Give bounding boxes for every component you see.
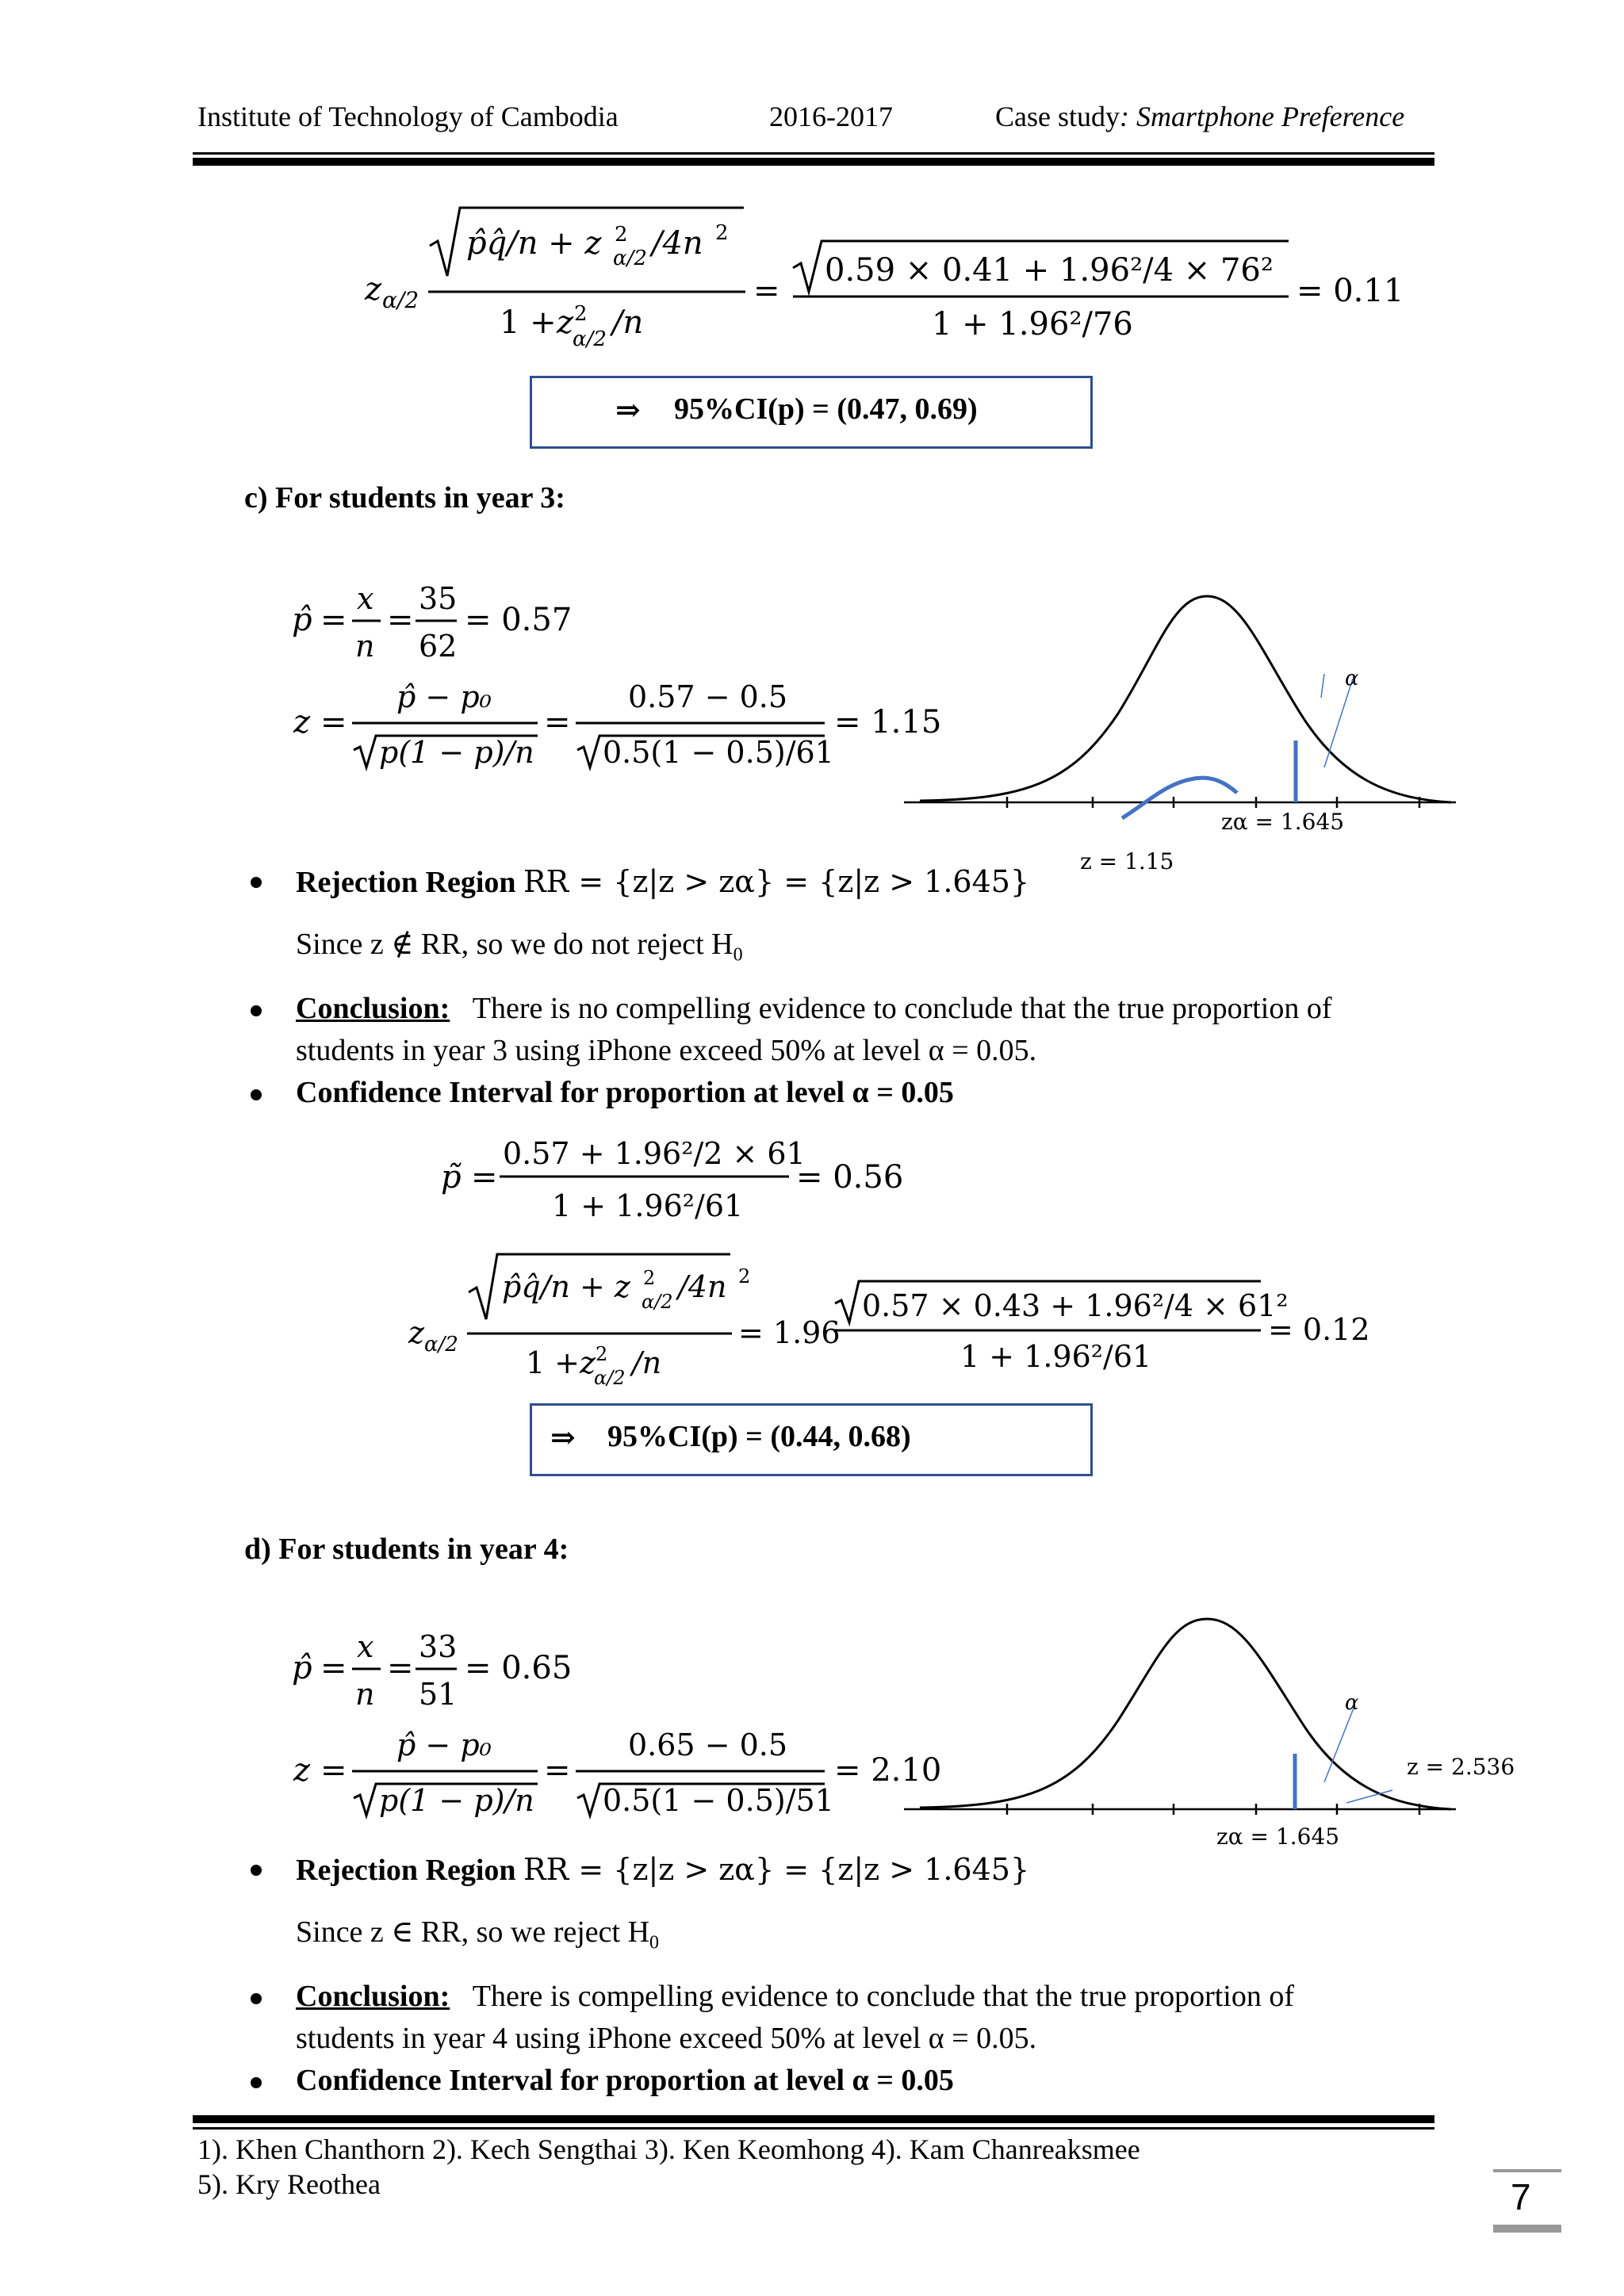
header-rule-thin xyxy=(193,152,1434,155)
za-label-d: zα = 1.645 xyxy=(1216,1823,1340,1850)
z-c-denominator: 0.5(1 − 0.5)/61 xyxy=(603,735,834,770)
phat-d-denominator: 51 xyxy=(419,1677,458,1712)
section-b-margin-formula xyxy=(349,190,1427,357)
svg-text:z: z xyxy=(293,1752,311,1789)
svg-text:/4n: /4n xyxy=(678,1269,727,1304)
svg-text:1 +: 1 + xyxy=(526,1345,580,1380)
svg-text:2: 2 xyxy=(643,1267,656,1289)
z-c-numerator: 0.57 − 0.5 xyxy=(628,679,788,714)
margin-c-result: = 0.12 xyxy=(1268,1312,1370,1347)
conclusion-c-text1: There is no compelling evidence to conclude that the true proportion of xyxy=(472,992,1332,1025)
za-label-c: zα = 1.645 xyxy=(1221,809,1345,835)
rr-d-formula: RR = {z|z > zα} = {z|z > 1.645} xyxy=(523,1852,1030,1887)
since-c-sub: 0 xyxy=(733,944,743,966)
normal-curve-d xyxy=(920,1619,1451,1809)
since-d-sub: 0 xyxy=(649,1932,660,1954)
page-number-rule-bottom xyxy=(1493,2225,1561,2233)
test-stat-arrow-c xyxy=(1122,778,1237,818)
section-d-heading: d) For students in year 4: xyxy=(244,1533,569,1566)
svg-text:z: z xyxy=(408,1315,425,1350)
section-b-margin-result: = 0.11 xyxy=(1297,273,1404,309)
bullet-rr-c xyxy=(251,877,262,888)
ci-heading-d: Confidence Interval for proportion at level α = 0.05 xyxy=(296,2064,954,2097)
ci-box-c-label: 95%CI(p) = (0.44, 0.68) xyxy=(607,1420,911,1453)
z-d-numerator: 0.65 − 0.5 xyxy=(628,1728,788,1762)
svg-text:z: z xyxy=(365,271,382,308)
z-c-result: = 1.15 xyxy=(834,704,942,740)
conclusion-d-text1: There is compelling evidence to conclude that the true proportion of xyxy=(472,1980,1294,2013)
header-case-prefix: Case study xyxy=(995,101,1120,132)
bullet-ci-c xyxy=(251,1089,262,1100)
svg-text:x: x xyxy=(357,581,374,616)
section-d-phat-formula xyxy=(285,1619,619,1714)
section-c-phat-formula xyxy=(285,571,619,666)
phat-c-result: = 0.57 xyxy=(465,602,573,638)
z-label-d: z = 2.536 xyxy=(1407,1754,1515,1780)
rr-d-label: Rejection Region xyxy=(296,1854,516,1887)
svg-text:p̂q̂/n + z: p̂q̂/n + z xyxy=(502,1269,630,1304)
since-c xyxy=(296,926,743,966)
svg-text:p̃: p̃ xyxy=(441,1159,462,1196)
svg-text:2: 2 xyxy=(574,302,588,326)
svg-text:=: = xyxy=(387,1650,414,1686)
svg-text:p̂: p̂ xyxy=(292,602,312,638)
ptilde-c-result: = 0.56 xyxy=(796,1159,904,1196)
svg-text:z: z xyxy=(580,1345,596,1380)
section-c-margin-formula xyxy=(400,1237,1431,1387)
header-institute: Institute of Technology of Cambodia xyxy=(197,101,619,132)
bullet-conclusion-c xyxy=(251,1005,262,1016)
footer-authors-line2: 5). Kry Reothea xyxy=(197,2168,381,2200)
svg-text:z: z xyxy=(293,704,311,740)
section-c-heading: c) For students in year 3: xyxy=(244,481,565,515)
alpha-pointer-d xyxy=(1324,1706,1354,1782)
z-d-denominator: 0.5(1 − 0.5)/51 xyxy=(603,1783,834,1818)
phat-c-denominator: 62 xyxy=(419,629,458,664)
svg-text:n: n xyxy=(355,629,375,664)
page-number-rule-top xyxy=(1493,2169,1561,2172)
svg-text:/n: /n xyxy=(612,304,644,341)
svg-text:α/2: α/2 xyxy=(382,287,419,313)
svg-text:2: 2 xyxy=(615,223,628,247)
ci-heading-c: Confidence Interval for proportion at level α = 0.05 xyxy=(296,1076,954,1109)
svg-text:p(1 − p)/n: p(1 − p)/n xyxy=(379,1783,534,1818)
alpha-label-d: α xyxy=(1345,1691,1359,1715)
alpha-pointer-c xyxy=(1324,679,1353,767)
margin-c-numeric: 0.57 × 0.43 + 1.96²/4 × 61² xyxy=(862,1288,1289,1323)
page-number: 7 xyxy=(1511,2176,1531,2218)
svg-text:p(1 − p)/n: p(1 − p)/n xyxy=(379,735,534,770)
header-rule-thick xyxy=(193,158,1434,166)
svg-text:=: = xyxy=(544,704,571,740)
ptilde-c-numerator: 0.57 + 1.96²/2 × 61 xyxy=(503,1136,806,1171)
since-c-text: Since z ∉ RR, so we do not reject H xyxy=(296,928,733,961)
normal-curve-c xyxy=(920,596,1451,802)
svg-text:=: = xyxy=(320,1650,347,1686)
svg-text:n: n xyxy=(355,1677,375,1712)
svg-text:/4n: /4n xyxy=(652,225,703,262)
alpha-label-c: α xyxy=(1345,667,1359,691)
since-d xyxy=(296,1914,659,1954)
svg-text:1 +: 1 + xyxy=(500,304,557,341)
rr-d xyxy=(296,1852,1029,1888)
rr-c-label: Rejection Region xyxy=(296,866,516,899)
normal-curve-diagram-c xyxy=(896,571,1467,888)
section-b-margin-denominator: 1 + 1.96²/76 xyxy=(932,306,1133,342)
svg-text:=: = xyxy=(544,1752,571,1789)
svg-text:p̂ − p₀: p̂ − p₀ xyxy=(396,1728,492,1762)
phat-d-numerator: 33 xyxy=(419,1629,458,1664)
conclusion-c-line1 xyxy=(296,991,1332,1026)
phat-d-result: = 0.65 xyxy=(465,1650,573,1686)
svg-text:α/2: α/2 xyxy=(613,247,647,270)
svg-text:p̂: p̂ xyxy=(292,1650,312,1686)
conclusion-d-line2: students in year 4 using iPhone exceed 50% at level α = 0.05. xyxy=(296,2022,1037,2055)
phat-c-numerator: 35 xyxy=(419,581,458,616)
header-case-study xyxy=(995,100,1404,133)
margin-c-z: = 1.96 xyxy=(738,1315,841,1350)
normal-curve-diagram-d xyxy=(896,1595,1530,1865)
svg-text:=: = xyxy=(753,273,780,309)
z-d-result: = 2.10 xyxy=(834,1752,942,1789)
footer-rule-thick xyxy=(193,2115,1434,2123)
svg-text:=: = xyxy=(471,1159,498,1196)
svg-text:α/2: α/2 xyxy=(573,327,607,351)
section-d-z-formula xyxy=(285,1722,952,1825)
ptilde-c-denominator: 1 + 1.96²/61 xyxy=(552,1188,744,1223)
conclusion-c-label: Conclusion: xyxy=(296,992,450,1025)
svg-text:α/2: α/2 xyxy=(594,1367,626,1387)
z-label-c: z = 1.15 xyxy=(1080,848,1174,874)
svg-text:p̂q̂/n + z: p̂q̂/n + z xyxy=(466,225,602,262)
header-case-title: : Smartphone Preference xyxy=(1120,101,1405,132)
header-year: 2016-2017 xyxy=(769,101,893,132)
footer-rule-thin xyxy=(193,2127,1434,2130)
margin-c-denominator: 1 + 1.96²/61 xyxy=(960,1339,1152,1374)
section-c-z-formula xyxy=(285,674,952,777)
svg-text:α/2: α/2 xyxy=(642,1291,673,1313)
svg-text:2: 2 xyxy=(715,221,729,245)
ci-box-b-label: 95%CI(p) = (0.47, 0.69) xyxy=(674,392,978,426)
bullet-ci-d xyxy=(251,2077,262,2088)
svg-text:2: 2 xyxy=(738,1265,751,1288)
svg-text:z: z xyxy=(557,304,574,341)
svg-text:/n: /n xyxy=(632,1345,662,1380)
conclusion-d-line1 xyxy=(296,1979,1294,2014)
rr-c-formula: RR = {z|z > zα} = {z|z > 1.645} xyxy=(523,864,1030,899)
conclusion-c-line2: students in year 3 using iPhone exceed 50% at level α = 0.05. xyxy=(296,1034,1037,1067)
ci-box-c-arrow: ⇒ xyxy=(550,1422,576,1455)
bullet-conclusion-d xyxy=(251,1993,262,2004)
section-c-ptilde-formula xyxy=(436,1126,944,1229)
section-b-margin-numeric: 0.59 × 0.41 + 1.96²/4 × 76² xyxy=(825,252,1274,289)
bullet-rr-d xyxy=(251,1865,262,1876)
svg-text:=: = xyxy=(320,704,347,740)
footer-authors-line1: 1). Khen Chanthorn 2). Kech Sengthai 3). Ken Keomhong 4). Kam Chanreaksmee xyxy=(197,2133,1140,2165)
svg-text:2: 2 xyxy=(596,1343,608,1365)
rr-c xyxy=(296,864,1029,900)
conclusion-d-label: Conclusion: xyxy=(296,1980,450,2013)
svg-text:α/2: α/2 xyxy=(424,1333,458,1357)
svg-text:=: = xyxy=(320,1752,347,1789)
ci-box-b-arrow: ⇒ xyxy=(615,394,641,427)
svg-text:=: = xyxy=(387,602,414,638)
since-d-text: Since z ∈ RR, so we reject H xyxy=(296,1915,650,1949)
svg-text:=: = xyxy=(320,602,347,638)
svg-text:p̂ − p₀: p̂ − p₀ xyxy=(396,679,492,714)
svg-text:x: x xyxy=(357,1629,374,1664)
